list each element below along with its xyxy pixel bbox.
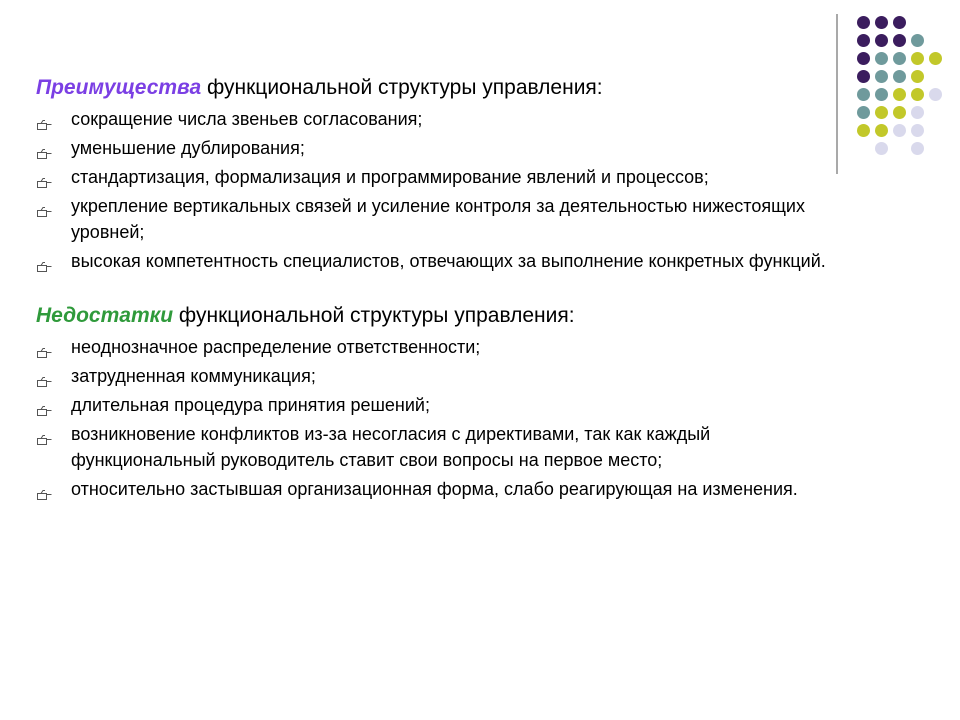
- list-item: [36, 476, 836, 502]
- hand-pointer-icon: [37, 427, 53, 439]
- list-item-text: длительная процедура принятия решений;: [71, 395, 430, 415]
- disadvantages-heading: [36, 302, 836, 330]
- hand-pointer-icon: [37, 170, 53, 182]
- decorative-dot: [857, 16, 870, 29]
- decorative-dot: [893, 52, 906, 65]
- decorative-dot: [857, 124, 870, 137]
- decorative-dot: [875, 70, 888, 83]
- decorative-dot: [875, 124, 888, 137]
- decorative-dot: [875, 34, 888, 47]
- decorative-dot: [911, 88, 924, 101]
- decorative-dot: [875, 106, 888, 119]
- list-item-text: уменьшение дублирования;: [71, 138, 305, 158]
- decorative-dot: [911, 52, 924, 65]
- decorative-dot: [911, 106, 924, 119]
- list-item: [36, 135, 836, 161]
- list-item: [36, 193, 836, 245]
- list-item: [36, 421, 836, 473]
- decorative-dot: [857, 106, 870, 119]
- disadvantages-heading-rest: функциональной структуры управления:: [173, 304, 575, 327]
- hand-pointer-icon: [37, 141, 53, 153]
- list-item-text: высокая компетентность специалистов, отвечающих за выполнение конкретных функций.: [71, 251, 826, 271]
- advantages-heading-rest: функциональной структуры управления:: [201, 76, 603, 99]
- decorative-dot: [929, 52, 942, 65]
- disadvantages-list: [36, 334, 836, 502]
- hand-pointer-icon: [37, 398, 53, 410]
- hand-pointer-icon: [37, 482, 53, 494]
- decorative-dot: [893, 124, 906, 137]
- list-item: [36, 363, 836, 389]
- hand-pointer-icon: [37, 340, 53, 352]
- hand-pointer-icon: [37, 369, 53, 381]
- list-item-text: стандартизация, формализация и программирование явлений и процессов;: [71, 167, 709, 187]
- advantages-keyword: Преимущества: [36, 76, 202, 99]
- decorative-dot: [911, 70, 924, 83]
- decorative-dot: [929, 88, 942, 101]
- decorative-dot: [893, 16, 906, 29]
- list-item-text: относительно застывшая организационная форма, слабо реагирующая на изменения.: [71, 479, 798, 499]
- decorative-dot: [875, 52, 888, 65]
- decorative-dot: [911, 124, 924, 137]
- list-item-text: укрепление вертикальных связей и усиление контроля за деятельностью нижестоящих уровней;: [71, 196, 805, 242]
- advantages-heading: [36, 74, 836, 102]
- list-item: [36, 248, 836, 274]
- decorative-dot: [893, 88, 906, 101]
- list-item: [36, 392, 836, 418]
- disadvantages-section: [36, 302, 836, 502]
- decorative-dot: [893, 34, 906, 47]
- decorative-dot: [911, 142, 924, 155]
- hand-pointer-icon: [37, 112, 53, 124]
- decorative-dot: [857, 52, 870, 65]
- list-item-text: затрудненная коммуникация;: [71, 366, 316, 386]
- decorative-dot: [893, 70, 906, 83]
- list-item: [36, 106, 836, 132]
- decorative-dot: [911, 34, 924, 47]
- decorative-dot: [857, 88, 870, 101]
- decorative-dot: [875, 88, 888, 101]
- list-item-text: сокращение числа звеньев согласования;: [71, 109, 423, 129]
- list-item-text: неоднозначное распределение ответственности;: [71, 337, 481, 357]
- advantages-list: [36, 106, 836, 274]
- list-item-text: возникновение конфликтов из-за несогласия с директивами, так как каждый функциональный руководитель ставит свои вопросы на первое место;: [71, 424, 711, 470]
- disadvantages-keyword: Недостатки: [36, 304, 174, 327]
- decorative-dot: [857, 70, 870, 83]
- decorative-dot: [875, 142, 888, 155]
- decorative-dot: [857, 34, 870, 47]
- decorative-dot: [893, 106, 906, 119]
- hand-pointer-icon: [37, 254, 53, 266]
- hand-pointer-icon: [37, 199, 53, 211]
- list-item: [36, 334, 836, 360]
- slide-content: [36, 74, 836, 505]
- advantages-section: [36, 74, 836, 274]
- decorative-dot: [875, 16, 888, 29]
- list-item: [36, 164, 836, 190]
